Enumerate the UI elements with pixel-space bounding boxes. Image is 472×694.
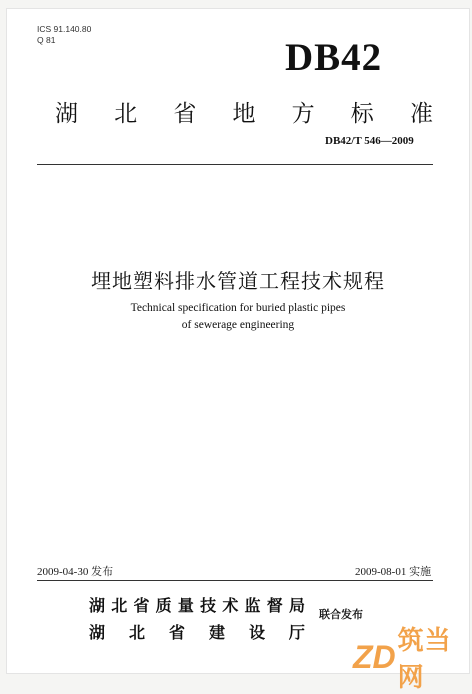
bottom-divider [37, 580, 433, 581]
publish-date: 2009-04-30 发布 [37, 566, 114, 578]
standard-type-char: 标 [350, 101, 374, 127]
standard-type-char: 地 [232, 101, 256, 127]
standard-type-char: 准 [409, 101, 433, 127]
issuer-quality-bureau: 湖 北 省 质 量 技 术 监 督 局 [89, 596, 305, 615]
standard-number: DB42/T 546—2009 [325, 135, 414, 147]
implement-date: 2009-08-01 实施 [355, 566, 432, 578]
standard-type-char: 方 [291, 101, 315, 127]
standard-logo: DB42 [285, 36, 383, 79]
document-title-english [7, 300, 469, 334]
top-divider [37, 164, 433, 165]
issuing-authorities [89, 593, 305, 647]
document-page [6, 8, 470, 693]
english-title-line: Technical specification for buried plastic pipes [130, 302, 346, 314]
standard-type-title [55, 95, 433, 128]
watermark-logo-icon: ZD [353, 638, 396, 675]
site-watermark [353, 626, 469, 693]
ics-code: ICS 91.140.80 [37, 24, 92, 34]
joint-issue-label: 联合发布 [319, 608, 363, 621]
standard-type-char: 省 [173, 101, 197, 127]
ccs-code: Q 81 [37, 35, 56, 45]
standard-type-char: 湖 [55, 101, 78, 127]
issuer-construction-dept: 湖 北 省 建 设 厅 [89, 623, 305, 642]
watermark-text: 筑当网 [397, 626, 452, 693]
english-title-line: of sewerage engineering [181, 319, 295, 331]
document-title-chinese: 埋地塑料排水管道工程技术规程 [91, 269, 385, 293]
standard-type-char: 北 [114, 101, 138, 127]
